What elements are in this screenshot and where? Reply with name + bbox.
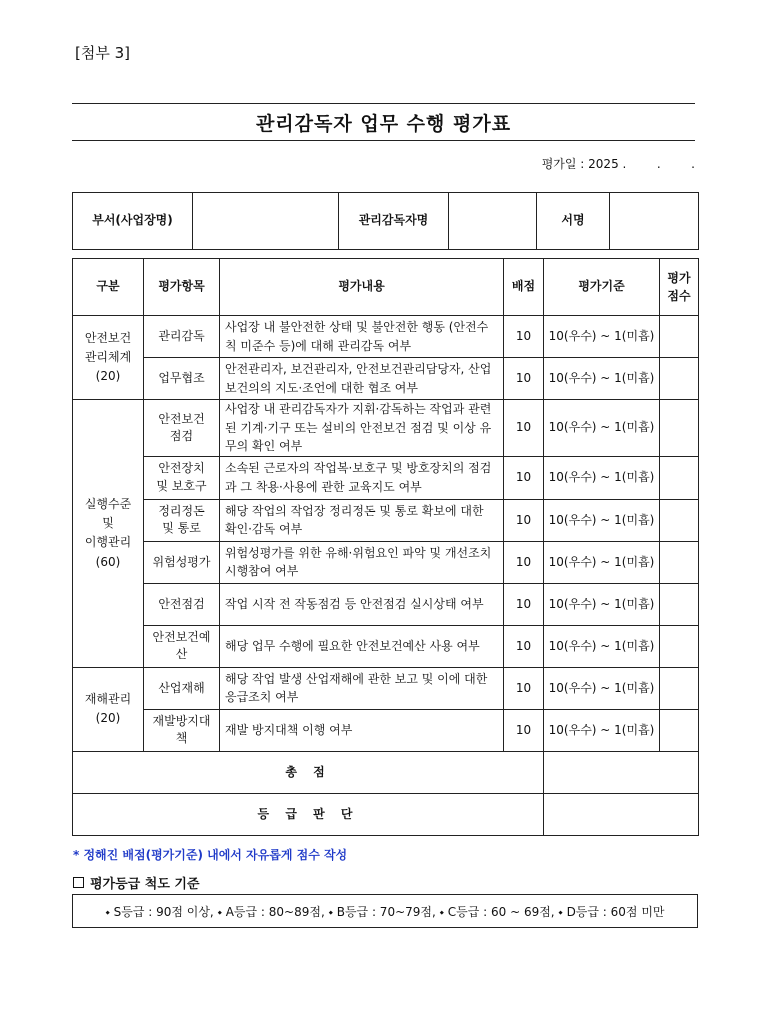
evaluation-table [72, 258, 699, 836]
content-cell: 사업장 내 관리감독자가 지휘·감독하는 작업과 관련된 기계·기구 또는 설비의 안전보건 점검 및 이상 유무의 확인 여부 [220, 400, 504, 457]
title-bar [72, 103, 695, 141]
score-field[interactable] [660, 625, 699, 667]
score-field[interactable] [660, 709, 699, 751]
supervisor-label: 관리감독자명 [339, 193, 449, 250]
header-criteria: 평가기준 [544, 259, 660, 316]
points-cell: 10 [504, 499, 544, 541]
grade-scale-box [72, 894, 698, 928]
points-cell: 10 [504, 400, 544, 457]
sign-label: 서명 [537, 193, 610, 250]
grade-field[interactable] [544, 793, 699, 835]
points-cell: 10 [504, 456, 544, 499]
score-field[interactable] [660, 400, 699, 457]
table-row [73, 456, 699, 499]
table-row [73, 499, 699, 541]
header-item: 평가항목 [144, 259, 220, 316]
evaluation-date: 평가일 : 2025 . . . [541, 157, 695, 171]
scale-title: 평가등급 척도 기준 [90, 877, 200, 892]
header-points: 배점 [504, 259, 544, 316]
item-cell: 재발방지대책 [144, 709, 220, 751]
table-row [73, 583, 699, 625]
points-cell: 10 [504, 541, 544, 583]
score-field[interactable] [660, 358, 699, 400]
points-cell: 10 [504, 316, 544, 358]
item-cell: 정리정돈 및 통로 [144, 499, 220, 541]
scale-heading [73, 873, 200, 892]
item-cell: 관리감독 [144, 316, 220, 358]
total-field[interactable] [544, 751, 699, 793]
table-row [73, 400, 699, 457]
content-cell: 위험성평가를 위한 유해·위험요인 파악 및 개선조치 시행참여 여부 [220, 541, 504, 583]
criteria-cell: 10(우수) ~ 1(미흡) [544, 541, 660, 583]
table-row [73, 316, 699, 358]
item-cell: 안전점검 [144, 583, 220, 625]
table-row [73, 667, 699, 709]
item-cell: 안전보건 점검 [144, 400, 220, 457]
table-row [73, 709, 699, 751]
content-cell: 재발 방지대책 이행 여부 [220, 709, 504, 751]
header-score: 평가 점수 [660, 259, 699, 316]
item-cell: 안전장치 및 보호구 [144, 456, 220, 499]
criteria-cell: 10(우수) ~ 1(미흡) [544, 709, 660, 751]
criteria-cell: 10(우수) ~ 1(미흡) [544, 499, 660, 541]
table-row [73, 358, 699, 400]
header-content: 평가내용 [220, 259, 504, 316]
dept-field[interactable] [193, 193, 339, 250]
points-cell: 10 [504, 667, 544, 709]
content-cell: 해당 업무 수행에 필요한 안전보건예산 사용 여부 [220, 625, 504, 667]
grade-row [73, 793, 699, 835]
score-field[interactable] [660, 541, 699, 583]
content-cell: 해당 작업 발생 산업재해에 관한 보고 및 이에 대한 응급조치 여부 [220, 667, 504, 709]
criteria-cell: 10(우수) ~ 1(미흡) [544, 400, 660, 457]
supervisor-field[interactable] [449, 193, 537, 250]
attachment-label: [첨부 3] [75, 44, 130, 62]
sign-field[interactable] [610, 193, 699, 250]
content-cell: 사업장 내 불안전한 상태 및 불안전한 행동 (안전수칙 미준수 등)에 대해 관리감독 여부 [220, 316, 504, 358]
criteria-cell: 10(우수) ~ 1(미흡) [544, 358, 660, 400]
score-field[interactable] [660, 456, 699, 499]
points-cell: 10 [504, 583, 544, 625]
category-cell: 재해관리 (20) [73, 667, 144, 751]
criteria-cell: 10(우수) ~ 1(미흡) [544, 625, 660, 667]
content-cell: 작업 시작 전 작동점검 등 안전점검 실시상태 여부 [220, 583, 504, 625]
table-row [73, 625, 699, 667]
score-field[interactable] [660, 316, 699, 358]
points-cell: 10 [504, 709, 544, 751]
content-cell: 해당 작업의 작업장 정리정돈 및 통로 확보에 대한 확인·감독 여부 [220, 499, 504, 541]
header-category: 구분 [73, 259, 144, 316]
total-label: 총 점 [73, 751, 544, 793]
grade-label: 등 급 판 단 [73, 793, 544, 835]
criteria-cell: 10(우수) ~ 1(미흡) [544, 456, 660, 499]
info-table [72, 192, 699, 250]
points-cell: 10 [504, 358, 544, 400]
page-title: 관리감독자 업무 수행 평가표 [255, 112, 512, 135]
grade-scale-text: ⬩ S등급 : 90점 이상, ⬩ A등급 : 80~89점, ⬩ B등급 : 70~79점, ⬩ C등급 : 60 ~ 69점, ⬩ D등급 : 60점 미만 [105, 904, 665, 919]
criteria-cell: 10(우수) ~ 1(미흡) [544, 316, 660, 358]
scoring-note: * 정해진 배점(평가기준) 내에서 자유롭게 점수 작성 [73, 848, 348, 862]
score-field[interactable] [660, 499, 699, 541]
dept-label: 부서(사업장명) [73, 193, 193, 250]
category-cell: 안전보건 관리체계 (20) [73, 316, 144, 400]
score-field[interactable] [660, 667, 699, 709]
content-cell: 소속된 근로자의 작업복·보호구 및 방호장치의 점검과 그 착용·사용에 관한 교육지도 여부 [220, 456, 504, 499]
criteria-cell: 10(우수) ~ 1(미흡) [544, 667, 660, 709]
item-cell: 안전보건예산 [144, 625, 220, 667]
content-cell: 안전관리자, 보건관리자, 안전보건관리담당자, 산업보건의의 지도·조언에 대한 협조 여부 [220, 358, 504, 400]
header-row [73, 259, 699, 316]
score-field[interactable] [660, 583, 699, 625]
criteria-cell: 10(우수) ~ 1(미흡) [544, 583, 660, 625]
item-cell: 산업재해 [144, 667, 220, 709]
points-cell: 10 [504, 625, 544, 667]
category-cell: 실행수준 및 이행관리 (60) [73, 400, 144, 668]
item-cell: 업무협조 [144, 358, 220, 400]
item-cell: 위험성평가 [144, 541, 220, 583]
total-row [73, 751, 699, 793]
checkbox-square-icon [73, 877, 84, 888]
table-row [73, 541, 699, 583]
